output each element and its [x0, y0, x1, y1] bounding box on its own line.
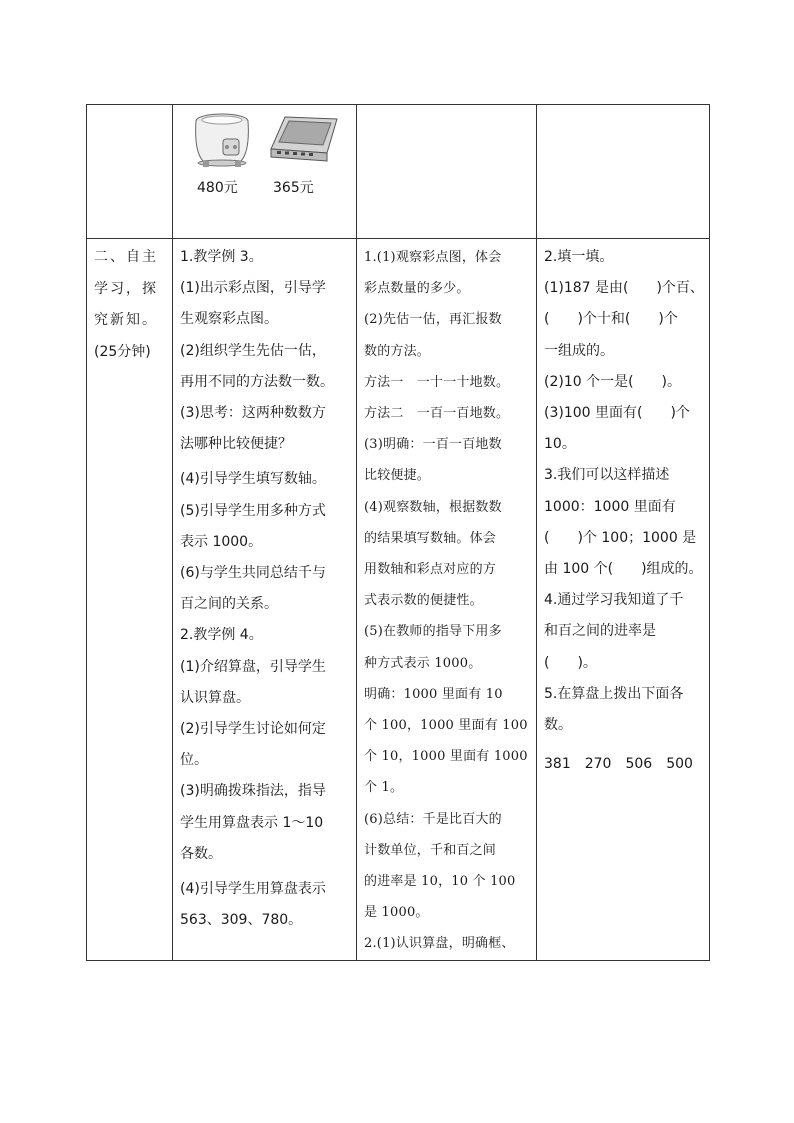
teacher-line: (2)引导学生讨论如何定 — [180, 721, 326, 738]
exercise-line: ( )个十和( )个 — [544, 311, 678, 328]
abacus-number: 506 — [625, 756, 653, 773]
exercise-line: 数。 — [544, 717, 572, 734]
student-line: 种方式表示 1000。 — [364, 655, 482, 671]
exercise-line: (1)187 是由( )个百、 — [544, 280, 704, 297]
induction-cooker-price: 365元 — [273, 180, 314, 196]
student-line: (3)明确：一百一百地数 — [364, 437, 502, 453]
teacher-line: 认识算盘。 — [180, 689, 250, 706]
teacher-line: 百之间的关系。 — [180, 596, 278, 613]
abacus-number: 381 — [544, 756, 571, 773]
teacher-line: 2.教学例 4。 — [180, 627, 263, 644]
teacher-activity-cell — [173, 239, 357, 961]
empty-cell — [87, 105, 173, 239]
student-line: 明确：1000 里面有 10 — [364, 686, 503, 702]
lesson-plan-table — [86, 104, 710, 961]
exercise-line: 由 100 个( )组成的。 — [544, 561, 703, 578]
exercise-line: 4.通过学习我知道了千 — [544, 592, 684, 609]
exercise-line: 和百之间的进率是 — [544, 623, 656, 640]
student-line: 方法一 一十一十地数。 — [364, 374, 510, 390]
table-row — [87, 105, 710, 239]
student-line: (5)在教师的指导下用多 — [364, 624, 502, 640]
exercise-line: 一组成的。 — [544, 342, 614, 359]
empty-cell — [537, 105, 710, 239]
teacher-line: (6)与学生共同总结千与 — [180, 565, 326, 582]
teacher-line: 563、309、780。 — [180, 912, 303, 929]
teacher-line: (3)明确拨珠指法，指导 — [180, 783, 326, 800]
student-line: (4)观察数轴，根据数数 — [364, 499, 502, 515]
teacher-line: 再用不同的方法数一数。 — [180, 373, 334, 390]
student-line: 的进率是 10，10 个 100 — [364, 874, 516, 890]
teacher-line: 位。 — [180, 752, 208, 769]
teacher-line: 表示 1000。 — [180, 533, 263, 550]
teacher-line: 学生用算盘表示 1～10 — [180, 814, 324, 831]
teacher-line: 各数。 — [180, 845, 222, 862]
exercise-cell — [537, 239, 710, 961]
teacher-line: 生观察彩点图。 — [180, 311, 278, 328]
exercise-line: (2)10 个一是( )。 — [544, 373, 682, 390]
teacher-line: 1.教学例 3。 — [180, 249, 263, 265]
teacher-line: (5)引导学生用多种方式 — [180, 502, 326, 519]
abacus-number-list — [544, 749, 705, 780]
exercise-line: ( )个 100；1000 是 — [544, 529, 697, 546]
exercise-line: (3)100 里面有( )个 — [544, 405, 690, 422]
exercise-line: 5.在算盘上拨出下面各 — [544, 685, 684, 702]
exercise-line: ( )。 — [544, 654, 597, 671]
section-line: 究新知。 — [94, 312, 158, 328]
student-line: 个 100，1000 里面有 100 — [364, 718, 528, 734]
section-line: 二、自主 — [94, 249, 158, 265]
student-line: 式表示数的便捷性。 — [364, 593, 483, 609]
student-line: 彩点数量的多少。 — [364, 281, 470, 297]
student-line: 数的方法。 — [364, 343, 431, 359]
teacher-line: (1)介绍算盘，引导学生 — [180, 658, 326, 675]
section-cell — [87, 239, 173, 961]
product-cell — [173, 105, 357, 239]
student-line: 用数轴和彩点对应的方 — [364, 562, 497, 578]
abacus-number: 270 — [584, 756, 612, 773]
section-line: 学习，探 — [94, 280, 158, 297]
teacher-line: (1)出示彩点图，引导学 — [180, 280, 326, 297]
student-line: (6)总结：千是比百大的 — [364, 811, 502, 827]
exercise-line: 1000：1000 里面有 — [544, 498, 676, 515]
exercise-line: 3.我们可以这样描述 — [544, 467, 670, 484]
student-line: 的结果填写数轴。体会 — [364, 530, 497, 546]
student-line: (2)先估一估，再汇报数 — [364, 312, 502, 328]
rice-cooker-price: 480元 — [197, 180, 238, 196]
table-row — [87, 239, 710, 961]
teacher-line: (3)思考：这两种数数方 — [180, 405, 326, 422]
empty-cell — [357, 105, 537, 239]
section-line: (25分钟) — [94, 343, 151, 360]
exercise-line: 2.填一填。 — [544, 249, 614, 265]
student-line: 计数单位，千和百之间 — [364, 842, 497, 858]
student-line: 是 1000。 — [364, 905, 429, 921]
student-line: 比较便捷。 — [364, 468, 431, 484]
student-line: 个 10，1000 里面有 1000 — [364, 749, 528, 765]
student-line: 2.(1)认识算盘，明确框、 — [364, 936, 515, 952]
student-line: 个 1。 — [364, 780, 404, 796]
teacher-line: (4)引导学生用算盘表示 — [180, 881, 326, 898]
abacus-number: 500 — [666, 756, 693, 773]
induction-cooker-icon — [267, 113, 339, 167]
teacher-line: 法哪种比较便捷？ — [180, 436, 292, 453]
teacher-line: (2)组织学生先估一估， — [180, 342, 326, 359]
student-activity-cell — [357, 239, 537, 961]
exercise-line: 10。 — [544, 436, 576, 453]
student-line: 方法二 一百一百地数。 — [364, 406, 510, 422]
rice-cooker-icon — [191, 111, 253, 169]
student-line: 1.(1)观察彩点图，体会 — [364, 250, 502, 265]
teacher-line: (4)引导学生填写数轴。 — [180, 471, 326, 488]
